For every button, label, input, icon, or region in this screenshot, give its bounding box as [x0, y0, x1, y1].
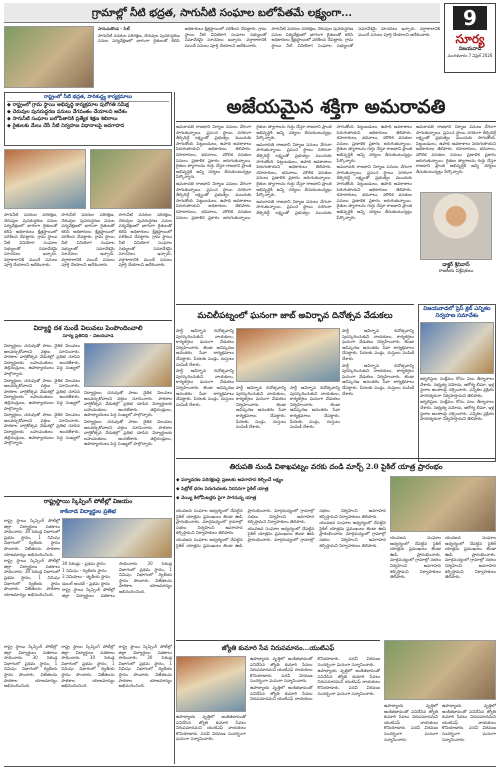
yatra-bullets	[176, 476, 386, 506]
bottom-paragraph: ఉపాధ్యాయ వృత్తిలో అంకితభావంతో పనిచేసిన జ్యోతి కుమారి సేవలు నిరుపమానమని యుటిఎఫ్ నాయకులు కొనియాడారు. పదవీ విరమణ సందర్భంగా ఘనంగా సన్మానించారు.	[176, 714, 246, 742]
festival-paragraph: పార్టీ ఆవిర్భావ దినోత్సవాన్ని పురస్కరించుకుని నాయకులు, కార్యకర్తలు ఘనంగా వేడుకలు నిర్వహించారు. జెండా ఆవిష్కరణ అనంతరం సేవా కార్యక్రమాలు చేపట్టారు. పేదలకు పండ్లు, దుస్తులు పంపిణీ చేశారు.	[290, 385, 340, 430]
yatra-paragraph: యువజన సంఘాల ఆధ్వర్యంలో చేపట్టిన సైకిల్ యాత్రను ప్రముఖులు జెండా ఊపి ప్రారంభించారు. మార్గమధ్యంలో గ్రామాల్లో సభలు నిర్వహించి అవగాహన కల్పిస్తామని నిర్వాహకులు తెలిపారు.	[176, 508, 315, 548]
amaravati-paragraph: అమరావతి రాజధాని నిర్మాణ పనులు వేగంగా సాగుతున్నాయి. ప్రపంచ స్థాయి నగరంగా తీర్చిదిద్దే లక్ష్యంతో ప్రభుత్వం ముందుకు సాగుతోంది. పెట్టుబడులు, ఉపాధి అవకాశాలు పెరుగుతాయని అధికారులు తెలిపారు. రహదారులు, భవనాలు, మౌలిక వసతుల పనులు ప్రణాళిక ప్రకారం జరుగుతున్నాయి. రైతుల త్యాగాలను గుర్తు చేస్తూ రాజధాని ప్రాంత అభివృద్ధికి అన్ని చర్యలు తీసుకుంటున్నట్లు పేర్కొన్నారు.	[256, 124, 412, 215]
sports-results	[62, 561, 172, 641]
sports-result: 3 నిమిషాలు - తృతీయ స్థానం	[62, 574, 111, 580]
festival-headline: మచిలీపట్నంలో ఘనంగా జాబ్ అవిర్భావ దినోత్సవ వేడుకలు	[197, 311, 393, 321]
yatra-bullet: ◆ పర్యావరణ పరిరక్షణపై ప్రజలకు అవగాహన కల్పించే లక్ష్యం	[176, 478, 284, 483]
festival-body-under	[236, 385, 340, 454]
author-name: డాక్టర్ శ్రీనివాస్	[442, 262, 470, 268]
festival-paragraph: పార్టీ ఆవిర్భావ దినోత్సవాన్ని పురస్కరించుకుని నాయకులు, కార్యకర్తలు ఘనంగా వేడుకలు నిర్వహించారు. జెండా ఆవిష్కరణ అనంతరం సేవా కార్యక్రమాలు చేపట్టారు. పేదలకు పండ్లు, దుస్తులు పంపిణీ చేశారు.	[176, 368, 234, 407]
values-paragraph: విద్యార్థులు చదువుతో పాటు నైతిక విలువలు అలవర్చుకోవాలని వక్తలు సూచించారు. పాఠశాల వార్షికోత్సవ వేడుకల్లో ప్రతిభ చూపిన విద్యార్థులకు బహుమతులు అందజేశారు. తల్లిదండ్రులు, ఉపాధ్యాయులు పెద్ద సంఖ్యలో పాల్గొన్నారు.	[4, 377, 80, 411]
left-mid-paragraph: సాగునీటి వనరుల పరిరక్షణ, చెరువుల పునరుద్ధరణ పనుల పర్యవేక్షణలో భాగంగా రైతులతో కలిసి అధికారులు క్షేత్రస్థాయిలో పరిశీలన చేపట్టారు. గ్రామ స్థాయి నీటి వినియోగ సంఘాల సభ్యులతో సమావేశమై సూచనలు ఇచ్చారు. వర్షాకాలానికి ముందే పనులు పూర్తి చేయాలని ఆదేశించారు.	[4, 212, 58, 268]
top-left-photo	[4, 26, 94, 88]
sports-result: 1 నిమిషం - ద్వితీయ స్థానం	[62, 567, 107, 573]
bottom-body	[250, 656, 380, 764]
sports-headline-bar	[4, 496, 172, 516]
edition-label: విజయవాడ	[458, 46, 482, 52]
amaravati-paragraph: అమరావతి రాజధాని నిర్మాణ పనులు వేగంగా సాగుతున్నాయి. ప్రపంచ స్థాయి నగరంగా తీర్చిదిద్దే లక్ష్యంతో ప్రభుత్వం ముందుకు సాగుతోంది. పెట్టుబడులు, ఉపాధి అవకాశాలు పెరుగుతాయని అధికారులు తెలిపారు. రహదారులు, భవనాలు, మౌలిక వసతుల పనులు ప్రణాళిక ప్రకారం జరుగుతున్నాయి. రైతుల త్యాగాలను గుర్తు చేస్తూ రాజధాని ప్రాంత అభివృద్ధికి అన్ని చర్యలు తీసుకుంటున్నట్లు పేర్కొన్నారు.	[176, 124, 332, 220]
values-paragraph: విద్యార్థులు చదువుతో పాటు నైతిక విలువలు అలవర్చుకోవాలని వక్తలు సూచించారు. పాఠశాల వార్షికోత్సవ వేడుకల్లో ప్రతిభ చూపిన విద్యార్థులకు బహుమతులు అందజేశారు. తల్లిదండ్రులు, ఉపాధ్యాయులు పెద్ద సంఖ్యలో పాల్గొన్నారు.	[4, 343, 80, 376]
festival-photo	[236, 328, 340, 382]
bottom-paragraph: ఉపాధ్యాయ వృత్తిలో అంకితభావంతో పనిచేసిన జ్యోతి కుమారి సేవలు నిరుపమానమని యుటిఎఫ్ నాయకులు కొనియాడారు. పదవీ విరమణ సందర్భంగా ఘనంగా సన్మానించారు.	[250, 656, 380, 702]
left-mid-paragraph: సాగునీటి వనరుల పరిరక్షణ, చెరువుల పునరుద్ధరణ పనుల పర్యవేక్షణలో భాగంగా రైతులతో కలిసి అధికారులు క్షేత్రస్థాయిలో పరిశీలన చేపట్టారు. గ్రామ స్థాయి నీటి వినియోగ సంఘాల సభ్యులతో సమావేశమై సూచనలు ఇచ్చారు. వర్షాకాలానికి ముందే పనులు పూర్తి చేయాలని ఆదేశించారు.	[118, 212, 172, 268]
page-number-box	[444, 3, 496, 73]
bullet-item: ◆ సాగునీటి సంఘాల బలోపేతానికి ప్రత్యేక శిక్షణ శిబిరాలు	[7, 116, 118, 122]
amaravati-body	[176, 124, 412, 300]
sports-subhead: కాకినాడ విద్యార్థుల ప్రతిభ	[60, 509, 116, 515]
yatra-headline: తిరుపతి నుండి విశాఖపట్నం వరకు దండి మార్చ్ 2.0 పైకిల్ యాత్ర ప్రారంభం	[229, 462, 443, 471]
bottom-paragraph: ఉపాధ్యాయ వృత్తిలో అంకితభావంతో పనిచేసిన జ్యోతి కుమారి సేవలు నిరుపమానమని యుటిఎఫ్ నాయకులు కొనియాడారు. పదవీ విరమణ సందర్భంగా ఘనంగా సన్మానించారు.	[250, 656, 313, 684]
amaravati-paragraph: అమరావతి రాజధాని నిర్మాణ పనులు వేగంగా సాగుతున్నాయి. ప్రపంచ స్థాయి నగరంగా తీర్చిదిద్దే లక్ష్యంతో ప్రభుత్వం ముందుకు సాగుతోంది. పెట్టుబడులు, ఉపాధి అవకాశాలు పెరుగుతాయని అధికారులు తెలిపారు. రహదారులు, భవనాలు, మౌలిక వసతుల పనులు ప్రణాళిక ప్రకారం జరుగుతున్నాయి. రైతుల త్యాగాలను గుర్తు చేస్తూ రాజధాని ప్రాంత అభివృద్ధికి అన్ని చర్యలు తీసుకుంటున్నట్లు పేర్కొన్నారు.	[256, 141, 332, 198]
bottom-photo-left	[176, 656, 246, 712]
top-left-dateline: హనుమకొండ - సిటీ	[98, 26, 130, 31]
sports-result: డబుల్ అండర్ - ప్రథమ స్థానం	[62, 580, 111, 586]
yatra-paragraph: యువజన సంఘాల ఆధ్వర్యంలో చేపట్టిన సైకిల్ యాత్రను ప్రముఖులు జెండా ఊపి ప్రారంభించారు. మార్గమధ్యంలో గ్రామాల్లో సభలు నిర్వహించి అవగాహన కల్పిస్తామని నిర్వాహకులు తెలిపారు.	[176, 508, 243, 536]
right-box-paragraph: జర్నలిస్టుల సంక్షేమం కోసం పలు తీర్మానాలు చేశారు. సభ్యత్వ నమోదు, ఆరోగ్య బీమా, ఇళ్ల స్థలాల అంశాలపై చర్చించారు. ఎన్నికల ప్రక్రియ పారదర్శకంగా నిర్వహిస్తామని తెలిపారు.	[420, 376, 494, 398]
yatra-paragraph: యువజన సంఘాల ఆధ్వర్యంలో చేపట్టిన సైకిల్ యాత్రను ప్రముఖులు జెండా ఊపి ప్రారంభించారు. మార్గమధ్యంలో గ్రామాల్లో సభలు నిర్వహించి అవగాహన కల్పిస్తామని నిర్వాహకులు తెలిపారు.	[390, 535, 441, 580]
issue-date: మంగళవారం 7 ఏప్రిల్ 2026	[447, 53, 493, 58]
right-box-headline: విజయవాడలో ప్రెస్ క్లబ్ ఎన్నికల నిర్వహణ సమావేశం	[423, 306, 491, 319]
values-headline: విద్యార్థి దశ నుండే విలువలు పెంపొందించాలి	[33, 324, 143, 332]
author-photo	[420, 192, 492, 260]
values-paragraph: విద్యార్థులు చదువుతో పాటు నైతిక విలువలు అలవర్చుకోవాలని వక్తలు సూచించారు. పాఠశాల వార్షికోత్సవ వేడుకల్లో ప్రతిభ చూపిన విద్యార్థులకు బహుమతులు అందజేశారు. తల్లిదండ్రులు, ఉపాధ్యాయులు పెద్ద సంఖ్యలో పాల్గొన్నారు.	[4, 412, 80, 446]
values-byline: సూర్య ప్రతినిధి - విజయవాడ	[62, 334, 114, 339]
festival-body-left	[176, 328, 234, 454]
left-mid-photo-2	[90, 149, 172, 209]
bottom-body-under	[176, 714, 246, 764]
left-mid-photo-1	[4, 149, 86, 209]
values-photo	[84, 343, 172, 387]
right-box-photo	[420, 322, 494, 374]
bottom-headline: జ్యోతి కుమారి సేవ నిరుపమానం...యుటిఎఫ్	[221, 644, 335, 652]
festival-paragraph: పార్టీ ఆవిర్భావ దినోత్సవాన్ని పురస్కరించుకుని నాయకులు, కార్యకర్తలు ఘనంగా వేడుకలు నిర్వహించారు. జెండా ఆవిష్కరణ అనంతరం సేవా కార్యక్రమాలు చేపట్టారు. పేదలకు పండ్లు, దుస్తులు పంపిణీ చేశారు.	[342, 362, 414, 396]
left-mid-article	[4, 212, 172, 318]
bullet-item: ◆ చెరువుల పునరుద్ధరణ పనులు వేగవంతం చేయాలని ఆదేశం	[7, 109, 127, 115]
amaravati-paragraph: అమరావతి రాజధాని నిర్మాణ పనులు వేగంగా సాగుతున్నాయి. ప్రపంచ స్థాయి నగరంగా తీర్చిదిద్దే లక్ష్యంతో ప్రభుత్వం ముందుకు సాగుతోంది. పెట్టుబడులు, ఉపాధి అవకాశాలు పెరుగుతాయని అధికారులు తెలిపారు. రహదారులు, భవనాలు, మౌలిక వసతుల పనులు ప్రణాళిక ప్రకారం జరుగుతున్నాయి. రైతుల త్యాగాలను గుర్తు చేస్తూ రాజధాని ప్రాంత అభివృద్ధికి అన్ని చర్యలు తీసుకుంటున్నట్లు పేర్కొన్నారు.	[336, 164, 412, 220]
author-title: రాజకీయ విశ్లేషకులు	[438, 269, 474, 274]
sports-paragraph: రాష్ట్ర స్థాయి స్కిప్పింగ్ పోటీల్లో జిల్లా విద్యార్థులు పతకాలు సాధించారు. 30 సెకండ్ల విభాగంలో ప్రథమ స్థానం, 1 నిమిషం విభాగంలో ద్వితీయ స్థానం పొందారు. విజేతలను పాఠశాల యాజమాన్యం అభినందించింది.	[118, 644, 172, 689]
paper-name: సూర్య	[455, 32, 485, 46]
sports-paragraph: రాష్ట్ర స్థాయి స్కిప్పింగ్ పోటీల్లో జిల్లా విద్యార్థులు పతకాలు సాధించారు. 30 సెకండ్ల విభాగంలో ప్రథమ స్థానం, 1 నిమిషం విభాగంలో ద్వితీయ స్థానం పొందారు. విజేతలను పాఠశాల యాజమాన్యం అభినందించింది.	[4, 558, 60, 597]
festival-body-right	[342, 328, 414, 454]
bottom-right-text	[384, 703, 496, 764]
sports-paragraph: రాష్ట్ర స్థాయి స్కిప్పింగ్ పోటీల్లో జిల్లా విద్యార్థులు పతకాలు సాధించారు. 30 సెకండ్ల విభాగంలో ప్రథమ స్థానం, 1 నిమిషం విభాగంలో ద్వితీయ స్థానం పొందారు. విజేతలను పాఠశాల యాజమాన్యం అభినందించింది.	[4, 518, 60, 557]
sports-headline: రాష్ట్రస్థాయి స్కిప్పింగ్ పోటీల్లో విజయం	[43, 498, 133, 505]
yatra-photo	[390, 476, 496, 532]
bottom-paragraph: ఉపాధ్యాయ వృత్తిలో అంకితభావంతో పనిచేసిన జ్యోతి కుమారి సేవలు నిరుపమానమని యుటిఎఫ్ నాయకులు కొనియాడారు. పదవీ విరమణ సందర్భంగా ఘనంగా సన్మానించారు.	[384, 703, 438, 742]
festival-paragraph: పార్టీ ఆవిర్భావ దినోత్సవాన్ని పురస్కరించుకుని నాయకులు, కార్యకర్తలు ఘనంగా వేడుకలు నిర్వహించారు. జెండా ఆవిష్కరణ అనంతరం సేవా కార్యక్రమాలు చేపట్టారు. పేదలకు పండ్లు, దుస్తులు పంపిణీ చేశారు.	[176, 328, 234, 367]
festival-paragraph: పార్టీ ఆవిర్భావ దినోత్సవాన్ని పురస్కరించుకుని నాయకులు, కార్యకర్తలు ఘనంగా వేడుకలు నిర్వహించారు. జెండా ఆవిష్కరణ అనంతరం సేవా కార్యక్రమాలు చేపట్టారు. పేదలకు పండ్లు, దుస్తులు పంపిణీ చేశారు.	[236, 385, 286, 430]
yatra-paragraph: యువజన సంఘాల ఆధ్వర్యంలో చేపట్టిన సైకిల్ యాత్రను ప్రముఖులు జెండా ఊపి ప్రారంభించారు. మార్గమధ్యంలో గ్రామాల్లో సభలు నిర్వహించి అవగాహన కల్పిస్తామని నిర్వాహకులు తెలిపారు.	[247, 508, 386, 542]
yatra-headline-bar	[176, 458, 496, 474]
sports-paragraph: రాష్ట్ర స్థాయి స్కిప్పింగ్ పోటీల్లో జిల్లా విద్యార్థులు పతకాలు సాధించారు. 30 సెకండ్ల విభాగంలో ప్రథమ స్థానం, 1 నిమిషం విభాగంలో ద్వితీయ స్థానం పొందారు. విజేతలను పాఠశాల యాజమాన్యం అభినందించింది.	[61, 644, 115, 689]
sports-photo	[62, 518, 172, 558]
right-box-paragraph: జర్నలిస్టుల సంక్షేమం కోసం పలు తీర్మానాలు చేశారు. సభ్యత్వ నమోదు, ఆరోగ్య బీమా, ఇళ్ల స్థలాల అంశాలపై చర్చించారు. ఎన్నికల ప్రక్రియ పారదర్శకంగా నిర్వహిస్తామని తెలిపారు.	[420, 399, 494, 422]
amaravati-right-text	[416, 124, 496, 188]
top-left-body-cont: సాగునీటి వనరుల పరిరక్షణ, చెరువుల పునరుద్ధరణ పనుల పర్యవేక్షణలో భాగంగా రైతులతో కలిసి అధికారులు క్షేత్రస్థాయిలో పరిశీలన చేపట్టారు. గ్రామ స్థాయి నీటి వినియోగ సంఘాల సభ్యులతో సమావేశమై సూచనలు ఇచ్చారు. వర్షాకాలానికి ముందే పనులు పూర్తి చేయాలని ఆదేశించారు.	[271, 26, 440, 48]
right-box-body	[420, 376, 494, 422]
bullet-box-title: రాష్ట్రంలో నీటి భద్రత, పారిశుద్ధ్య కార్యక్రమాలు	[7, 94, 169, 102]
festival-paragraph: పార్టీ ఆవిర్భావ దినోత్సవాన్ని పురస్కరించుకుని నాయకులు, కార్యకర్తలు ఘనంగా వేడుకలు నిర్వహించారు. జెండా ఆవిష్కరణ అనంతరం సేవా కార్యక్రమాలు చేపట్టారు. పేదలకు పండ్లు, దుస్తులు పంపిణీ చేశారు.	[342, 328, 414, 361]
bullet-item: ◆ రైతులకు మేలు చేసే నీటి నిర్వహణ విధానాలపై అవగాహన	[7, 123, 125, 129]
bottom-paragraph: ఉపాధ్యాయ వృత్తిలో అంకితభావంతో పనిచేసిన జ్యోతి కుమారి సేవలు నిరుపమానమని యుటిఎఫ్ నాయకులు కొనియాడారు. పదవీ విరమణ సందర్భంగా ఘనంగా సన్మానించారు.	[317, 668, 380, 696]
festival-headline-bar	[176, 304, 414, 326]
amaravati-headline: అజేయమైన శక్తిగా అమరావతి	[226, 96, 446, 118]
bottom-headline-bar	[176, 640, 380, 654]
right-box	[418, 304, 496, 462]
values-headline-bar	[4, 320, 172, 334]
yatra-bullet: ◆ వెయ్యి కిలోమీటర్లకు పైగా సాగనున్న యాత్ర	[176, 496, 257, 501]
column-divider	[174, 92, 175, 764]
top-left-body: సాగునీటి వనరుల పరిరక్షణ, చెరువుల పునరుద్ధరణ పనుల పర్యవేక్షణలో భాగంగా రైతులతో కలిసి అధికారులు క్షేత్రస్థాయిలో పరిశీలన చేపట్టారు. గ్రామ స్థాయి నీటి వినియోగ సంఘాల సభ్యులతో సమావేశమై సూచనలు ఇచ్చారు. వర్షాకాలానికి ముందే పనులు పూర్తి చేయాలని ఆదేశించారు.	[98, 26, 267, 48]
values-paragraph: విద్యార్థులు చదువుతో పాటు నైతిక విలువలు అలవర్చుకోవాలని వక్తలు సూచించారు. పాఠశాల వార్షికోత్సవ వేడుకల్లో ప్రతిభ చూపిన విద్యార్థులకు బహుమతులు అందజేశారు. తల్లిదండ్రులు, ఉపాధ్యాయులు పెద్ద సంఖ్యలో పాల్గొన్నారు.	[84, 418, 172, 447]
amaravati-headline-bar	[176, 92, 496, 122]
sports-paragraph: రాష్ట్ర స్థాయి స్కిప్పింగ్ పోటీల్లో జిల్లా విద్యార్థులు పతకాలు సాధించారు. 30 సెకండ్ల విభాగంలో ప్రథమ స్థానం, 1 నిమిషం విభాగంలో ద్వితీయ స్థానం పొందారు. విజేతలను పాఠశాల యాజమాన్యం అభినందించింది.	[62, 561, 172, 598]
bottom-paragraph: ఉపాధ్యాయ వృత్తిలో అంకితభావంతో పనిచేసిన జ్యోతి కుమారి సేవలు నిరుపమానమని యుటిఎఫ్ నాయకులు కొనియాడారు. పదవీ విరమణ సందర్భంగా ఘనంగా సన్మానించారు.	[442, 703, 496, 742]
sports-body-bottom	[4, 644, 172, 764]
bottom-photo-right	[384, 640, 496, 700]
yatra-body-right	[390, 535, 496, 636]
bullet-box	[4, 92, 172, 146]
yatra-paragraph: యువజన సంఘాల ఆధ్వర్యంలో చేపట్టిన సైకిల్ యాత్రను ప్రముఖులు జెండా ఊపి ప్రారంభించారు. మార్గమధ్యంలో గ్రామాల్లో సభలు నిర్వహించి అవగాహన కల్పిస్తామని నిర్వాహకులు తెలిపారు.	[319, 520, 386, 548]
page-number: 9	[453, 6, 487, 30]
sports-result: 30 సెకండ్లు - ప్రథమ స్థానం	[62, 561, 106, 566]
yatra-body	[176, 508, 386, 636]
sports-paragraph: రాష్ట్ర స్థాయి స్కిప్పింగ్ పోటీల్లో జిల్లా విద్యార్థులు పతకాలు సాధించారు. 30 సెకండ్ల విభాగంలో ప్రథమ స్థానం, 1 నిమిషం విభాగంలో ద్వితీయ స్థానం పొందారు. విజేతలను పాఠశాల యాజమాన్యం అభినందించింది.	[4, 644, 58, 689]
values-body-left	[4, 343, 80, 493]
amaravati-paragraph: అమరావతి రాజధాని నిర్మాణ పనులు వేగంగా సాగుతున్నాయి. ప్రపంచ స్థాయి నగరంగా తీర్చిదిద్దే లక్ష్యంతో ప్రభుత్వం ముందుకు సాగుతోంది. పెట్టుబడులు, ఉపాధి అవకాశాలు పెరుగుతాయని అధికారులు తెలిపారు. రహదారులు, భవనాలు, మౌలిక వసతుల పనులు ప్రణాళిక ప్రకారం జరుగుతున్నాయి. రైతుల త్యాగాలను గుర్తు చేస్తూ రాజధాని ప్రాంత అభివృద్ధికి అన్ని చర్యలు తీసుకుంటున్నట్లు పేర్కొన్నారు.	[416, 124, 496, 174]
bullet-item: ◆ రాష్ట్రంలో గ్రామ స్థాయి అభివృద్ధి కార్యక్రమాల పురోగతి సమీక్ష	[7, 102, 129, 108]
top-left-article	[98, 26, 440, 88]
yatra-paragraph: యువజన సంఘాల ఆధ్వర్యంలో చేపట్టిన సైకిల్ యాత్రను ప్రముఖులు జెండా ఊపి ప్రారంభించారు. మార్గమధ్యంలో గ్రామాల్లో సభలు నిర్వహించి అవగాహన కల్పిస్తామని నిర్వాహకులు తెలిపారు.	[445, 535, 496, 580]
masthead-headline: గ్రామాల్లో నీటి భద్రత, సాగునీటి సంఘాల బలోపేతమే లక్ష్యంగా...	[91, 7, 353, 19]
masthead-banner	[4, 3, 440, 23]
sports-body-left	[4, 518, 60, 618]
bottom-border	[4, 766, 496, 767]
values-paragraph: విద్యార్థులు చదువుతో పాటు నైతిక విలువలు అలవర్చుకోవాలని వక్తలు సూచించారు. పాఠశాల వార్షికోత్సవ వేడుకల్లో ప్రతిభ చూపిన విద్యార్థులకు బహుమతులు అందజేశారు. తల్లిదండ్రులు, ఉపాధ్యాయులు పెద్ద సంఖ్యలో పాల్గొన్నారు.	[84, 390, 172, 418]
left-mid-paragraph: సాగునీటి వనరుల పరిరక్షణ, చెరువుల పునరుద్ధరణ పనుల పర్యవేక్షణలో భాగంగా రైతులతో కలిసి అధికారులు క్షేత్రస్థాయిలో పరిశీలన చేపట్టారు. గ్రామ స్థాయి నీటి వినియోగ సంఘాల సభ్యులతో సమావేశమై సూచనలు ఇచ్చారు. వర్షాకాలానికి ముందే పనులు పూర్తి చేయాలని ఆదేశించారు.	[61, 212, 115, 268]
amaravati-paragraph: అమరావతి రాజధాని నిర్మాణ పనులు వేగంగా సాగుతున్నాయి. ప్రపంచ స్థాయి నగరంగా తీర్చిదిద్దే లక్ష్యంతో ప్రభుత్వం ముందుకు సాగుతోంది. పెట్టుబడులు, ఉపాధి అవకాశాలు పెరుగుతాయని అధికారులు తెలిపారు. రహదారులు, భవనాలు, మౌలిక వసతుల పనులు ప్రణాళిక ప్రకారం జరుగుతున్నాయి. రైతుల త్యాగాలను గుర్తు చేస్తూ రాజధాని ప్రాంత అభివృద్ధికి అన్ని చర్యలు తీసుకుంటున్నట్లు పేర్కొన్నారు.	[176, 124, 252, 180]
yatra-bullet: ◆ పెట్రోల్ ధరల పెరుగుదలకు నిరసనగా సైకిల్ యాత్ర	[176, 487, 269, 492]
amaravati-right-col	[416, 124, 496, 300]
values-body-right	[84, 390, 172, 493]
